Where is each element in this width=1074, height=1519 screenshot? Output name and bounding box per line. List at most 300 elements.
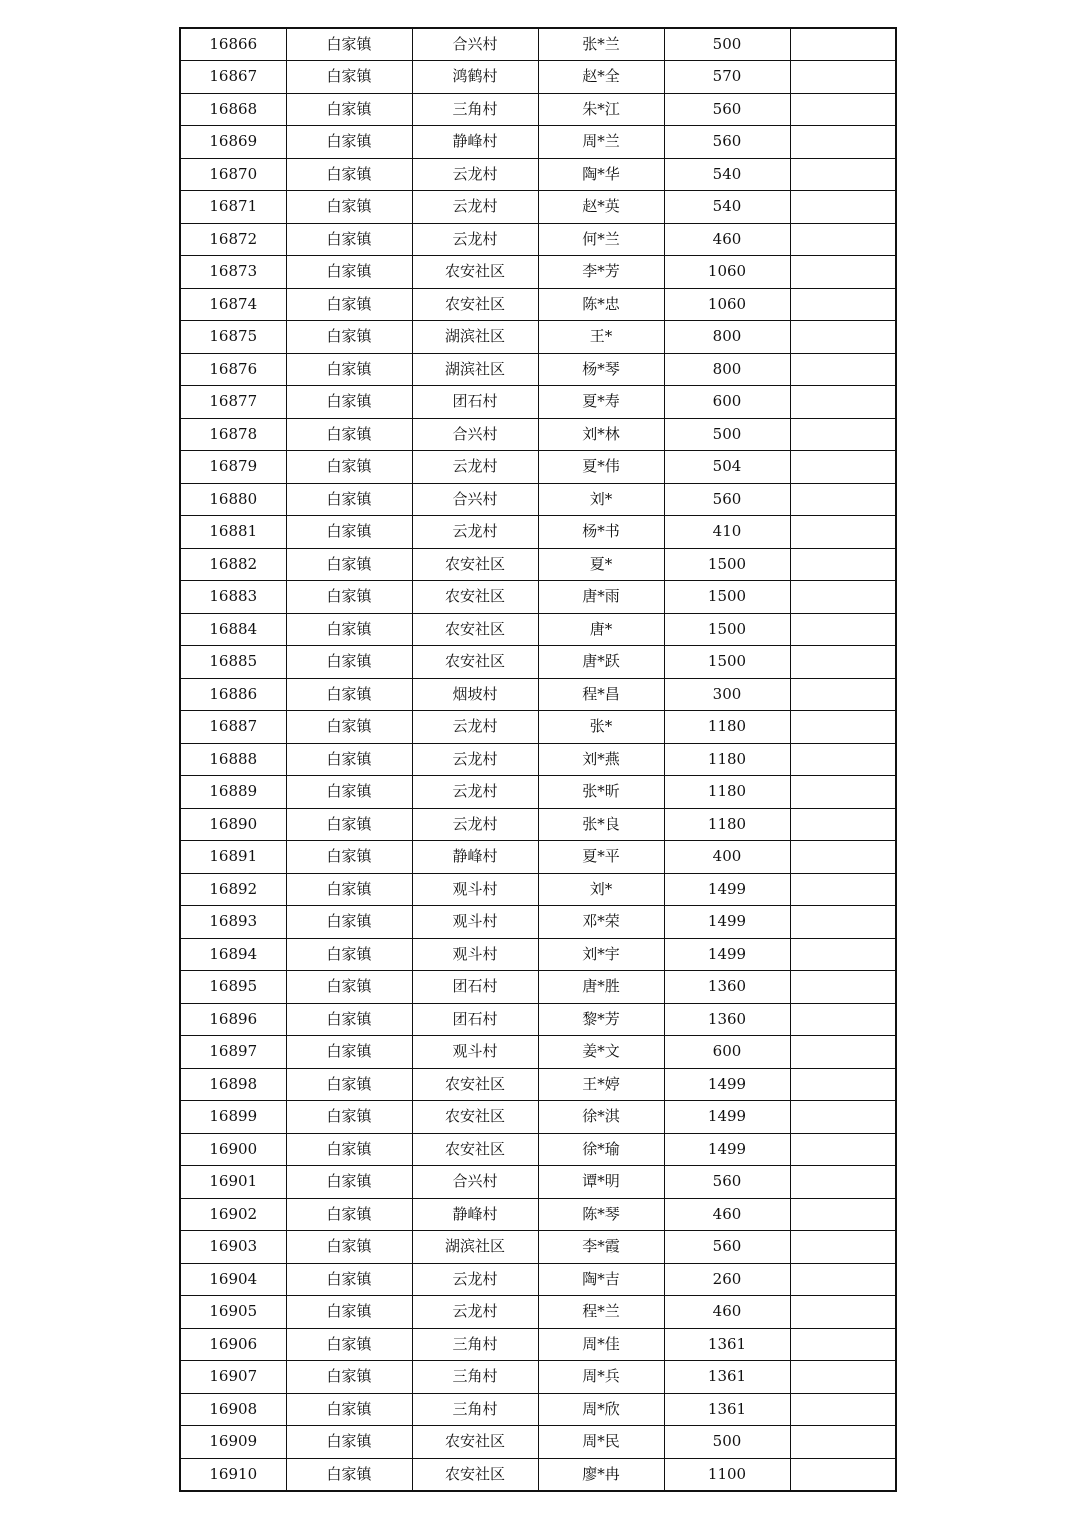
amount-cell: 1500 bbox=[664, 581, 790, 614]
village-cell: 静峰村 bbox=[412, 1198, 538, 1231]
table-row bbox=[180, 646, 896, 679]
amount-cell: 1361 bbox=[664, 1393, 790, 1426]
note-cell bbox=[790, 1003, 896, 1036]
town-cell: 白家镇 bbox=[286, 223, 412, 256]
row-id-cell: 16896 bbox=[180, 1003, 286, 1036]
village-cell: 云龙村 bbox=[412, 776, 538, 809]
note-cell bbox=[790, 256, 896, 289]
row-id-cell: 16908 bbox=[180, 1393, 286, 1426]
row-id-cell: 16888 bbox=[180, 743, 286, 776]
note-cell bbox=[790, 1458, 896, 1491]
table-row bbox=[180, 1231, 896, 1264]
name-cell: 夏* bbox=[538, 548, 664, 581]
village-cell: 合兴村 bbox=[412, 1166, 538, 1199]
town-cell: 白家镇 bbox=[286, 1263, 412, 1296]
table-row bbox=[180, 1426, 896, 1459]
table-row bbox=[180, 418, 896, 451]
name-cell: 刘* bbox=[538, 483, 664, 516]
amount-cell: 1499 bbox=[664, 1101, 790, 1134]
village-cell: 静峰村 bbox=[412, 126, 538, 159]
row-id-cell: 16889 bbox=[180, 776, 286, 809]
name-cell: 张*昕 bbox=[538, 776, 664, 809]
note-cell bbox=[790, 1263, 896, 1296]
table-row bbox=[180, 483, 896, 516]
row-id-cell: 16901 bbox=[180, 1166, 286, 1199]
table-row bbox=[180, 613, 896, 646]
amount-cell: 260 bbox=[664, 1263, 790, 1296]
note-cell bbox=[790, 743, 896, 776]
table-row bbox=[180, 581, 896, 614]
village-cell: 云龙村 bbox=[412, 743, 538, 776]
row-id-cell: 16874 bbox=[180, 288, 286, 321]
village-cell: 云龙村 bbox=[412, 1263, 538, 1296]
amount-cell: 600 bbox=[664, 386, 790, 419]
amount-cell: 1499 bbox=[664, 906, 790, 939]
note-cell bbox=[790, 1068, 896, 1101]
town-cell: 白家镇 bbox=[286, 1003, 412, 1036]
amount-cell: 540 bbox=[664, 191, 790, 224]
town-cell: 白家镇 bbox=[286, 93, 412, 126]
row-id-cell: 16879 bbox=[180, 451, 286, 484]
name-cell: 周*佳 bbox=[538, 1328, 664, 1361]
row-id-cell: 16866 bbox=[180, 28, 286, 61]
amount-cell: 800 bbox=[664, 321, 790, 354]
note-cell bbox=[790, 1296, 896, 1329]
table-row bbox=[180, 321, 896, 354]
note-cell bbox=[790, 581, 896, 614]
row-id-cell: 16892 bbox=[180, 873, 286, 906]
row-id-cell: 16872 bbox=[180, 223, 286, 256]
note-cell bbox=[790, 1101, 896, 1134]
table-row bbox=[180, 776, 896, 809]
name-cell: 唐* bbox=[538, 613, 664, 646]
note-cell bbox=[790, 776, 896, 809]
table-row bbox=[180, 28, 896, 61]
amount-cell: 560 bbox=[664, 1166, 790, 1199]
table-row bbox=[180, 1133, 896, 1166]
note-cell bbox=[790, 873, 896, 906]
row-id-cell: 16877 bbox=[180, 386, 286, 419]
row-id-cell: 16891 bbox=[180, 841, 286, 874]
row-id-cell: 16897 bbox=[180, 1036, 286, 1069]
village-cell: 三角村 bbox=[412, 93, 538, 126]
table-row bbox=[180, 1393, 896, 1426]
table-row bbox=[180, 516, 896, 549]
table-row bbox=[180, 938, 896, 971]
amount-cell: 1360 bbox=[664, 971, 790, 1004]
name-cell: 陶*华 bbox=[538, 158, 664, 191]
table-row bbox=[180, 1361, 896, 1394]
town-cell: 白家镇 bbox=[286, 1036, 412, 1069]
amount-cell: 1180 bbox=[664, 808, 790, 841]
table-row bbox=[180, 678, 896, 711]
note-cell bbox=[790, 191, 896, 224]
table-row bbox=[180, 353, 896, 386]
row-id-cell: 16887 bbox=[180, 711, 286, 744]
village-cell: 静峰村 bbox=[412, 841, 538, 874]
town-cell: 白家镇 bbox=[286, 1361, 412, 1394]
amount-cell: 1180 bbox=[664, 711, 790, 744]
amount-cell: 1060 bbox=[664, 288, 790, 321]
village-cell: 云龙村 bbox=[412, 808, 538, 841]
town-cell: 白家镇 bbox=[286, 1296, 412, 1329]
town-cell: 白家镇 bbox=[286, 1068, 412, 1101]
town-cell: 白家镇 bbox=[286, 288, 412, 321]
table-row bbox=[180, 1296, 896, 1329]
town-cell: 白家镇 bbox=[286, 321, 412, 354]
note-cell bbox=[790, 288, 896, 321]
name-cell: 程*兰 bbox=[538, 1296, 664, 1329]
village-cell: 云龙村 bbox=[412, 516, 538, 549]
name-cell: 谭*明 bbox=[538, 1166, 664, 1199]
town-cell: 白家镇 bbox=[286, 548, 412, 581]
row-id-cell: 16880 bbox=[180, 483, 286, 516]
name-cell: 唐*雨 bbox=[538, 581, 664, 614]
row-id-cell: 16870 bbox=[180, 158, 286, 191]
name-cell: 唐*胜 bbox=[538, 971, 664, 1004]
amount-cell: 1180 bbox=[664, 743, 790, 776]
village-cell: 湖滨社区 bbox=[412, 1231, 538, 1264]
row-id-cell: 16910 bbox=[180, 1458, 286, 1491]
row-id-cell: 16882 bbox=[180, 548, 286, 581]
table-row bbox=[180, 158, 896, 191]
amount-cell: 504 bbox=[664, 451, 790, 484]
amount-cell: 1361 bbox=[664, 1361, 790, 1394]
village-cell: 三角村 bbox=[412, 1361, 538, 1394]
note-cell bbox=[790, 516, 896, 549]
name-cell: 夏*伟 bbox=[538, 451, 664, 484]
town-cell: 白家镇 bbox=[286, 646, 412, 679]
name-cell: 何*兰 bbox=[538, 223, 664, 256]
row-id-cell: 16875 bbox=[180, 321, 286, 354]
town-cell: 白家镇 bbox=[286, 483, 412, 516]
name-cell: 周*兰 bbox=[538, 126, 664, 159]
amount-cell: 1060 bbox=[664, 256, 790, 289]
row-id-cell: 16906 bbox=[180, 1328, 286, 1361]
name-cell: 周*民 bbox=[538, 1426, 664, 1459]
roster-table-body bbox=[180, 28, 896, 1491]
table-row bbox=[180, 451, 896, 484]
village-cell: 湖滨社区 bbox=[412, 353, 538, 386]
name-cell: 周*兵 bbox=[538, 1361, 664, 1394]
name-cell: 唐*跃 bbox=[538, 646, 664, 679]
name-cell: 王* bbox=[538, 321, 664, 354]
town-cell: 白家镇 bbox=[286, 386, 412, 419]
amount-cell: 1500 bbox=[664, 613, 790, 646]
amount-cell: 1360 bbox=[664, 1003, 790, 1036]
amount-cell: 560 bbox=[664, 483, 790, 516]
town-cell: 白家镇 bbox=[286, 808, 412, 841]
amount-cell: 460 bbox=[664, 223, 790, 256]
row-id-cell: 16907 bbox=[180, 1361, 286, 1394]
town-cell: 白家镇 bbox=[286, 1101, 412, 1134]
town-cell: 白家镇 bbox=[286, 191, 412, 224]
roster-table bbox=[179, 27, 897, 1492]
village-cell: 云龙村 bbox=[412, 451, 538, 484]
amount-cell: 500 bbox=[664, 418, 790, 451]
village-cell: 烟坡村 bbox=[412, 678, 538, 711]
village-cell: 农安社区 bbox=[412, 548, 538, 581]
name-cell: 李*霞 bbox=[538, 1231, 664, 1264]
table-row bbox=[180, 1198, 896, 1231]
table-row bbox=[180, 126, 896, 159]
note-cell bbox=[790, 451, 896, 484]
table-row bbox=[180, 548, 896, 581]
row-id-cell: 16909 bbox=[180, 1426, 286, 1459]
name-cell: 王*婷 bbox=[538, 1068, 664, 1101]
amount-cell: 300 bbox=[664, 678, 790, 711]
village-cell: 观斗村 bbox=[412, 1036, 538, 1069]
town-cell: 白家镇 bbox=[286, 743, 412, 776]
village-cell: 合兴村 bbox=[412, 418, 538, 451]
table-row bbox=[180, 906, 896, 939]
note-cell bbox=[790, 646, 896, 679]
row-id-cell: 16881 bbox=[180, 516, 286, 549]
note-cell bbox=[790, 158, 896, 191]
name-cell: 黎*芳 bbox=[538, 1003, 664, 1036]
town-cell: 白家镇 bbox=[286, 1133, 412, 1166]
name-cell: 廖*冉 bbox=[538, 1458, 664, 1491]
row-id-cell: 16903 bbox=[180, 1231, 286, 1264]
name-cell: 张*良 bbox=[538, 808, 664, 841]
town-cell: 白家镇 bbox=[286, 906, 412, 939]
note-cell bbox=[790, 483, 896, 516]
amount-cell: 560 bbox=[664, 126, 790, 159]
table-row bbox=[180, 1458, 896, 1491]
table-row bbox=[180, 873, 896, 906]
name-cell: 夏*平 bbox=[538, 841, 664, 874]
row-id-cell: 16895 bbox=[180, 971, 286, 1004]
name-cell: 杨*琴 bbox=[538, 353, 664, 386]
village-cell: 云龙村 bbox=[412, 1296, 538, 1329]
name-cell: 刘*林 bbox=[538, 418, 664, 451]
row-id-cell: 16876 bbox=[180, 353, 286, 386]
village-cell: 合兴村 bbox=[412, 483, 538, 516]
note-cell bbox=[790, 906, 896, 939]
amount-cell: 410 bbox=[664, 516, 790, 549]
note-cell bbox=[790, 938, 896, 971]
name-cell: 刘* bbox=[538, 873, 664, 906]
table-row bbox=[180, 808, 896, 841]
village-cell: 观斗村 bbox=[412, 906, 538, 939]
note-cell bbox=[790, 1426, 896, 1459]
row-id-cell: 16868 bbox=[180, 93, 286, 126]
town-cell: 白家镇 bbox=[286, 353, 412, 386]
town-cell: 白家镇 bbox=[286, 841, 412, 874]
town-cell: 白家镇 bbox=[286, 613, 412, 646]
note-cell bbox=[790, 1393, 896, 1426]
town-cell: 白家镇 bbox=[286, 1426, 412, 1459]
town-cell: 白家镇 bbox=[286, 678, 412, 711]
village-cell: 合兴村 bbox=[412, 28, 538, 61]
note-cell bbox=[790, 61, 896, 94]
note-cell bbox=[790, 1231, 896, 1264]
village-cell: 三角村 bbox=[412, 1393, 538, 1426]
table-row bbox=[180, 1068, 896, 1101]
note-cell bbox=[790, 386, 896, 419]
name-cell: 程*昌 bbox=[538, 678, 664, 711]
note-cell bbox=[790, 321, 896, 354]
town-cell: 白家镇 bbox=[286, 938, 412, 971]
table-row bbox=[180, 711, 896, 744]
row-id-cell: 16904 bbox=[180, 1263, 286, 1296]
row-id-cell: 16869 bbox=[180, 126, 286, 159]
amount-cell: 400 bbox=[664, 841, 790, 874]
row-id-cell: 16900 bbox=[180, 1133, 286, 1166]
row-id-cell: 16878 bbox=[180, 418, 286, 451]
table-row bbox=[180, 93, 896, 126]
amount-cell: 500 bbox=[664, 28, 790, 61]
name-cell: 邓*荣 bbox=[538, 906, 664, 939]
town-cell: 白家镇 bbox=[286, 711, 412, 744]
village-cell: 观斗村 bbox=[412, 938, 538, 971]
town-cell: 白家镇 bbox=[286, 581, 412, 614]
name-cell: 赵*英 bbox=[538, 191, 664, 224]
village-cell: 云龙村 bbox=[412, 191, 538, 224]
town-cell: 白家镇 bbox=[286, 971, 412, 1004]
village-cell: 观斗村 bbox=[412, 873, 538, 906]
amount-cell: 560 bbox=[664, 93, 790, 126]
town-cell: 白家镇 bbox=[286, 126, 412, 159]
village-cell: 农安社区 bbox=[412, 1101, 538, 1134]
row-id-cell: 16867 bbox=[180, 61, 286, 94]
name-cell: 张*兰 bbox=[538, 28, 664, 61]
name-cell: 赵*全 bbox=[538, 61, 664, 94]
village-cell: 三角村 bbox=[412, 1328, 538, 1361]
row-id-cell: 16894 bbox=[180, 938, 286, 971]
note-cell bbox=[790, 1133, 896, 1166]
note-cell bbox=[790, 971, 896, 1004]
name-cell: 刘*燕 bbox=[538, 743, 664, 776]
row-id-cell: 16898 bbox=[180, 1068, 286, 1101]
table-row bbox=[180, 191, 896, 224]
note-cell bbox=[790, 1361, 896, 1394]
name-cell: 夏*寿 bbox=[538, 386, 664, 419]
amount-cell: 500 bbox=[664, 1426, 790, 1459]
note-cell bbox=[790, 223, 896, 256]
amount-cell: 570 bbox=[664, 61, 790, 94]
town-cell: 白家镇 bbox=[286, 1328, 412, 1361]
amount-cell: 1500 bbox=[664, 646, 790, 679]
name-cell: 杨*书 bbox=[538, 516, 664, 549]
table-row bbox=[180, 386, 896, 419]
note-cell bbox=[790, 353, 896, 386]
village-cell: 农安社区 bbox=[412, 256, 538, 289]
note-cell bbox=[790, 1166, 896, 1199]
village-cell: 农安社区 bbox=[412, 613, 538, 646]
amount-cell: 1499 bbox=[664, 1133, 790, 1166]
row-id-cell: 16905 bbox=[180, 1296, 286, 1329]
row-id-cell: 16873 bbox=[180, 256, 286, 289]
note-cell bbox=[790, 808, 896, 841]
village-cell: 农安社区 bbox=[412, 1426, 538, 1459]
name-cell: 陈*琴 bbox=[538, 1198, 664, 1231]
amount-cell: 460 bbox=[664, 1296, 790, 1329]
town-cell: 白家镇 bbox=[286, 1458, 412, 1491]
town-cell: 白家镇 bbox=[286, 516, 412, 549]
village-cell: 农安社区 bbox=[412, 581, 538, 614]
town-cell: 白家镇 bbox=[286, 1231, 412, 1264]
table-row bbox=[180, 1328, 896, 1361]
name-cell: 陶*吉 bbox=[538, 1263, 664, 1296]
name-cell: 张* bbox=[538, 711, 664, 744]
note-cell bbox=[790, 711, 896, 744]
note-cell bbox=[790, 841, 896, 874]
table-row bbox=[180, 1036, 896, 1069]
note-cell bbox=[790, 1328, 896, 1361]
amount-cell: 1499 bbox=[664, 873, 790, 906]
village-cell: 云龙村 bbox=[412, 711, 538, 744]
town-cell: 白家镇 bbox=[286, 256, 412, 289]
village-cell: 湖滨社区 bbox=[412, 321, 538, 354]
amount-cell: 1499 bbox=[664, 938, 790, 971]
note-cell bbox=[790, 93, 896, 126]
town-cell: 白家镇 bbox=[286, 1393, 412, 1426]
amount-cell: 600 bbox=[664, 1036, 790, 1069]
row-id-cell: 16883 bbox=[180, 581, 286, 614]
amount-cell: 800 bbox=[664, 353, 790, 386]
village-cell: 鸿鹤村 bbox=[412, 61, 538, 94]
row-id-cell: 16884 bbox=[180, 613, 286, 646]
village-cell: 农安社区 bbox=[412, 1068, 538, 1101]
table-row bbox=[180, 1101, 896, 1134]
village-cell: 云龙村 bbox=[412, 223, 538, 256]
table-row bbox=[180, 61, 896, 94]
table-row bbox=[180, 256, 896, 289]
note-cell bbox=[790, 678, 896, 711]
table-row bbox=[180, 1166, 896, 1199]
town-cell: 白家镇 bbox=[286, 28, 412, 61]
town-cell: 白家镇 bbox=[286, 418, 412, 451]
village-cell: 云龙村 bbox=[412, 158, 538, 191]
table-row bbox=[180, 223, 896, 256]
town-cell: 白家镇 bbox=[286, 873, 412, 906]
row-id-cell: 16902 bbox=[180, 1198, 286, 1231]
table-row bbox=[180, 841, 896, 874]
amount-cell: 1499 bbox=[664, 1068, 790, 1101]
name-cell: 徐*淇 bbox=[538, 1101, 664, 1134]
amount-cell: 540 bbox=[664, 158, 790, 191]
note-cell bbox=[790, 28, 896, 61]
row-id-cell: 16893 bbox=[180, 906, 286, 939]
table-row bbox=[180, 971, 896, 1004]
name-cell: 陈*忠 bbox=[538, 288, 664, 321]
table-row bbox=[180, 1263, 896, 1296]
row-id-cell: 16885 bbox=[180, 646, 286, 679]
village-cell: 农安社区 bbox=[412, 1458, 538, 1491]
village-cell: 农安社区 bbox=[412, 288, 538, 321]
note-cell bbox=[790, 613, 896, 646]
amount-cell: 460 bbox=[664, 1198, 790, 1231]
amount-cell: 1500 bbox=[664, 548, 790, 581]
town-cell: 白家镇 bbox=[286, 451, 412, 484]
table-row bbox=[180, 1003, 896, 1036]
table-row bbox=[180, 743, 896, 776]
name-cell: 刘*宇 bbox=[538, 938, 664, 971]
village-cell: 团石村 bbox=[412, 1003, 538, 1036]
note-cell bbox=[790, 418, 896, 451]
row-id-cell: 16899 bbox=[180, 1101, 286, 1134]
town-cell: 白家镇 bbox=[286, 1166, 412, 1199]
name-cell: 姜*文 bbox=[538, 1036, 664, 1069]
village-cell: 团石村 bbox=[412, 971, 538, 1004]
note-cell bbox=[790, 1198, 896, 1231]
name-cell: 李*芳 bbox=[538, 256, 664, 289]
note-cell bbox=[790, 548, 896, 581]
amount-cell: 1100 bbox=[664, 1458, 790, 1491]
amount-cell: 1361 bbox=[664, 1328, 790, 1361]
name-cell: 徐*瑜 bbox=[538, 1133, 664, 1166]
